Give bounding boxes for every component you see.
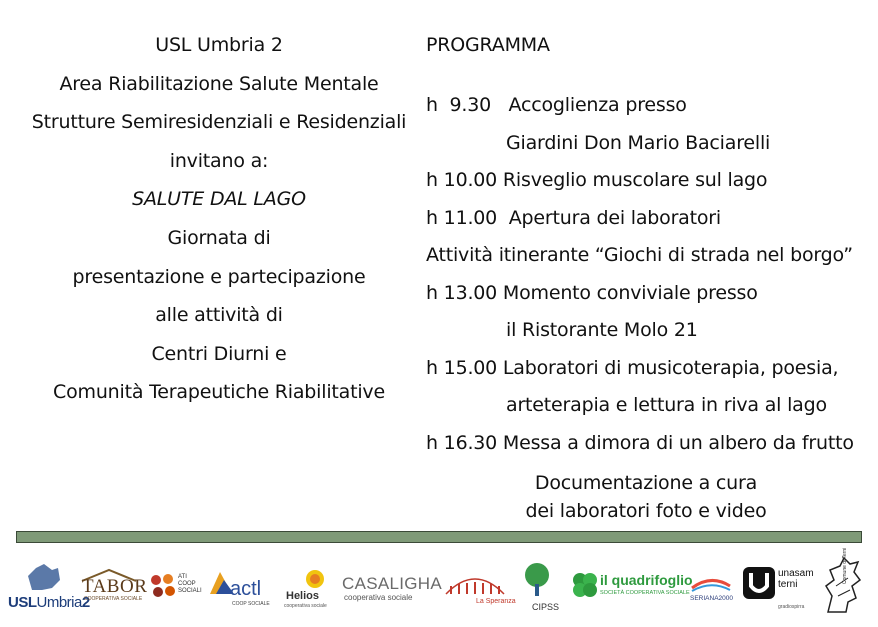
- actl-subtitle: COOP SOCIALE: [232, 601, 270, 607]
- event-desc-1: Giornata di: [167, 226, 271, 249]
- umbria-text: Umbria: [36, 594, 82, 611]
- organizer-structures: Strutture Semiresidenziali e Residenziali: [31, 111, 407, 134]
- program-list: [426, 90, 876, 525]
- program-heading: PROGRAMMA: [426, 34, 550, 56]
- casaligha-logo: [342, 574, 443, 608]
- usl-text: USL: [8, 594, 37, 611]
- actl-logo: [206, 568, 270, 612]
- ati-coop-logo: [148, 570, 204, 610]
- speranza-text: La Speranza: [476, 598, 516, 605]
- cipss-text: CIPSS: [532, 602, 560, 612]
- event-desc-5: Comunità Terapeutiche Riabilitative: [53, 381, 385, 404]
- program-block: [426, 30, 876, 522]
- program-row: il Ristorante Molo 21: [506, 319, 698, 341]
- program-row: h 11.00 Apertura dei laboratori: [426, 206, 721, 229]
- helios-subtitle: cooperativa sociale: [284, 603, 327, 609]
- people-icon: [442, 570, 508, 596]
- tree-icon: [522, 562, 552, 598]
- unasam-u-icon: [742, 566, 776, 600]
- program-row: Attività itinerante “Giochi di strada nel borgo”: [426, 244, 853, 266]
- program-row: h 15.00 Laboratori di musicoterapia, poesia,: [426, 356, 839, 379]
- event-desc-4: Centri Diurni e: [151, 342, 287, 365]
- seriana-text: SERIANA2000: [690, 595, 733, 602]
- casaligha-text: CASALIGHA: [342, 574, 443, 593]
- event-desc-2: presentazione e partecipazione: [72, 265, 366, 288]
- swoosh-icon: [688, 576, 734, 594]
- hands-icon: [148, 572, 180, 604]
- speranza-logo: [442, 570, 516, 614]
- comune-text: Comune di Terni: [842, 547, 848, 584]
- sun-icon: [304, 568, 326, 590]
- program-row: h 16.30 Messa a dimora di un albero da frutto: [426, 431, 854, 454]
- documentation-note: dei laboratori foto e video: [525, 500, 767, 522]
- casaligha-subtitle: cooperativa sociale: [344, 593, 413, 602]
- usl-number: 2: [81, 594, 90, 611]
- helios-logo: [282, 568, 334, 612]
- event-title: SALUTE DAL LAGO: [132, 188, 306, 211]
- tabor-logo: [80, 568, 148, 608]
- program-row: arteterapia e lettura in riva al lago: [506, 394, 827, 416]
- comune-terni-logo: [818, 547, 876, 620]
- seriana-logo: [688, 576, 736, 608]
- quadrifoglio-subtitle: SOCIETÀ COOPERATIVA SOCIALE: [600, 590, 690, 596]
- unasam-subtitle: gradiospirra: [778, 604, 805, 610]
- program-row: Giardini Don Mario Baciarelli: [506, 131, 771, 154]
- quadrifoglio-text: il quadrifoglio: [600, 572, 693, 588]
- helios-text: Helios: [286, 590, 320, 602]
- unasam-logo: [742, 564, 812, 616]
- unasam-city: terni: [778, 579, 798, 590]
- organizer-area: Area Riabilitazione Salute Mentale: [59, 72, 379, 95]
- program-row: h 10.00 Risveglio muscolare sul lago: [426, 169, 768, 191]
- unasam-text: unasam: [778, 568, 814, 579]
- ati-line-3: SOCIALI: [178, 588, 202, 594]
- umbria-map-icon: [24, 562, 64, 592]
- clover-icon: [570, 570, 600, 600]
- sponsor-logos: [0, 547, 878, 627]
- tabor-text: TABOR: [82, 576, 148, 597]
- usl-umbria-logo: [8, 562, 90, 618]
- organizer-name: USL Umbria 2: [155, 34, 283, 56]
- cipss-logo: [518, 562, 558, 618]
- program-row: h 9.30 Accoglienza presso: [426, 94, 687, 116]
- actl-text: actl: [230, 578, 262, 600]
- divider-bar: [16, 531, 862, 543]
- event-desc-3: alle attività di: [155, 304, 283, 327]
- ati-line-2: COOP: [178, 581, 196, 587]
- documentation-note: Documentazione a cura: [534, 472, 758, 494]
- program-row: h 13.00 Momento conviviale presso: [426, 281, 758, 304]
- ati-line-1: ATI: [178, 574, 187, 580]
- invite-text: invitano a:: [169, 149, 269, 172]
- tabor-subtitle: COOPERATIVA SOCIALE: [84, 596, 143, 602]
- invitation-block: [14, 30, 424, 416]
